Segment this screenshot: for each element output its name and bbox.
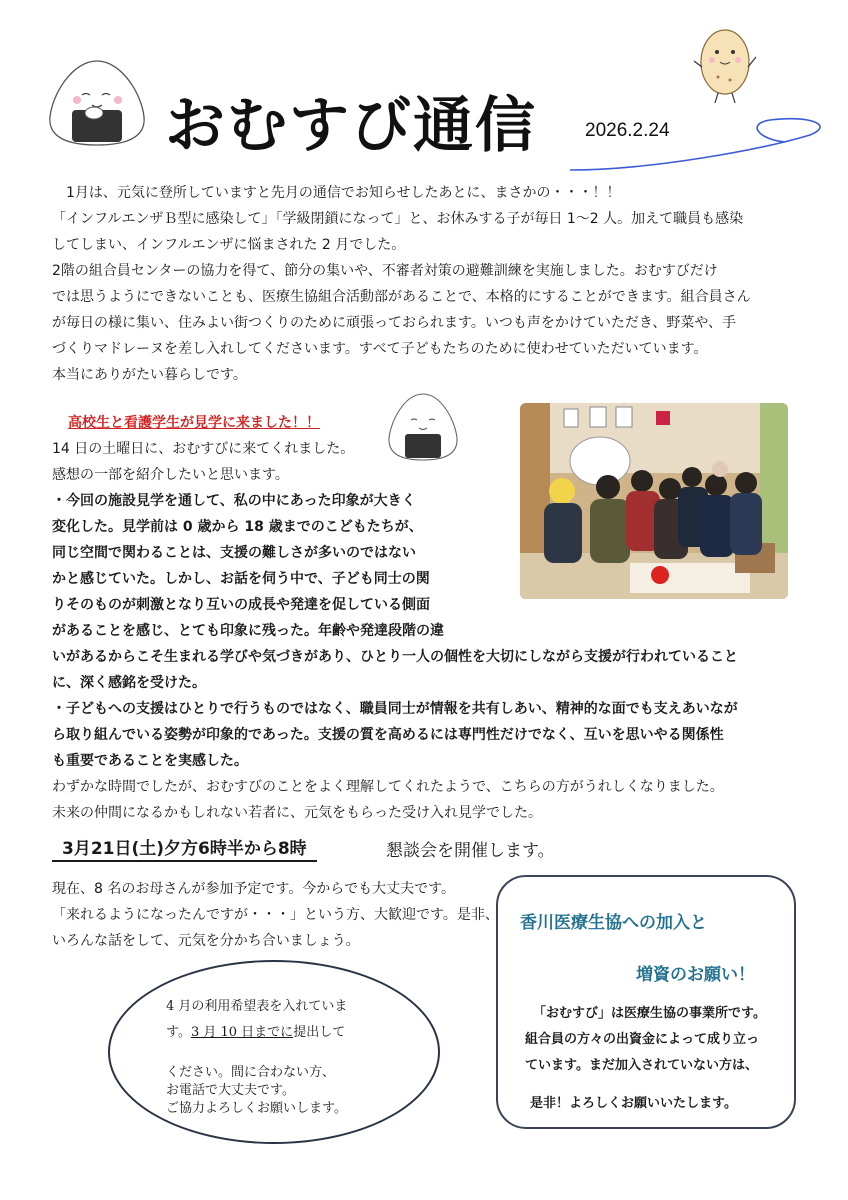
deadline-text: 3 月 10 日までに [190, 1025, 294, 1040]
oval-text: す。 [166, 1025, 191, 1040]
oval-text: 提出して [293, 1025, 346, 1040]
intro-line: してしまい、インフルエンザに悩まされた 2 月でした。 [52, 237, 406, 253]
visit-line: ・今回の施設見学を通して、私の中にあった印象が大きく [52, 493, 416, 509]
oval-line [166, 1024, 345, 1042]
visit-line: いがあるからこそ生まれる学びや気づきがあり、ひとり一人の個性を大切にしながら支援が行われていること [52, 649, 738, 665]
visit-line: かと感じていた。しかし、お話を伺う中で、子ども同士の関 [52, 571, 430, 587]
box-line: 組合員の方々の出資金によって成り立っ [525, 1032, 760, 1047]
oval-line: お電話で大丈夫です。 [166, 1083, 295, 1098]
issue-date: 2026.2.24 [585, 120, 670, 141]
oval-line: ください。間に合わない方、 [166, 1065, 336, 1080]
event-date: 3月21日(土)夕方6時半から8時 [52, 834, 317, 862]
event-line: 現在、8 名のお母さんが参加予定です。今からでも大丈夫です。 [52, 881, 455, 897]
potato-mascot-illustration [690, 22, 760, 107]
oval-line: ご協力よろしくお願いします。 [166, 1101, 347, 1116]
visit-line: 14 日の土曜日に、おむすびに来てくれました。 [52, 441, 355, 457]
event-title: 懇談会を開催します。 [386, 841, 555, 861]
box-heading: 増資のお願い！ [636, 965, 755, 985]
box-heading: 香川医療生協への加入と [520, 913, 707, 933]
onigiri-small-illustration [383, 390, 463, 465]
event-line: いろんな話をして、元気を分かち合いましょう。 [52, 933, 360, 949]
visit-line: わずかな時間でしたが、おむすびのことをよく理解してくれたようで、こちらの方がうれしくなりました。 [52, 779, 724, 795]
visit-line: ・子どもへの支援はひとりで行うものではなく、職員同士が情報を共有しあい、精神的な面でも支えあいなが [52, 701, 738, 717]
intro-line: 本当にありがたい暮らしです。 [52, 367, 247, 383]
visit-line: があることを感じ、とても印象に残った。年齢や発達段階の違 [52, 623, 444, 639]
intro-line: 「インフルエンザＢ型に感染して」「学級閉鎖になって」と、お休みする子が毎日 1～2 人。加えて職員も感染 [52, 211, 744, 227]
intro-line: が毎日の様に集い、住みよい街つくりのために頑張っておられます。いつも声をかけていただき、野菜や、手 [52, 315, 737, 331]
visit-line: りそのものが刺激となり互いの成長や発達を促している側面 [52, 597, 430, 613]
visit-line: 同じ空間で関わることは、支援の難しさが多いのではない [52, 545, 416, 561]
intro-line: づくりマドレーヌを差し入れしてくださいます。すべて子どもたちのために使わせていただいています。 [52, 341, 708, 357]
event-line: 「来れるようになったんですが・・・」という方、大歓迎です。是非、 [52, 907, 499, 923]
intro-line: 1月は、元気に登所していますと先月の通信でお知らせしたあとに、まさかの・・・！！ [52, 185, 621, 201]
box-line: 是非！よろしくお願いいたします。 [530, 1096, 737, 1111]
newsletter-title: おむすび通信 [165, 91, 537, 161]
intro-line: では思うようにできないことも、医療生協組合活動部があることで、本格的にすることができます。組合員さん [52, 289, 751, 305]
box-line: 「おむすび」は医療生協の事業所です。 [533, 1006, 766, 1021]
box-line: ています。まだ加入されていない方は、 [525, 1058, 758, 1073]
visit-line: 変化した。見学前は 0 歳から 18 歳までのこどもたちが、 [52, 519, 423, 535]
visit-heading: 高校生と看護学生が見学に来ました！！ [68, 415, 320, 431]
visit-line: ら取り組んでいる姿勢が印象的であった。支援の質を高めるには専門性だけでなく、互いを思いやる関係性 [52, 727, 724, 743]
oval-line: 4 月の利用希望表を入れていま [166, 999, 348, 1014]
intro-line: 2階の組合員センターの協力を得て、節分の集いや、不審者対策の避難訓練を実施しました。おむすびだけ [52, 263, 718, 279]
visit-line: に、深く感銘を受けた。 [52, 675, 206, 691]
visit-line: 未来の仲間になるかもしれない若者に、元気をもらった受け入れ見学でした。 [52, 805, 542, 821]
visit-line: 感想の一部を紹介したいと思います。 [52, 467, 289, 483]
group-photo [520, 403, 788, 599]
visit-line: も重要であることを実感した。 [52, 753, 248, 769]
onigiri-mascot-illustration [42, 55, 152, 150]
